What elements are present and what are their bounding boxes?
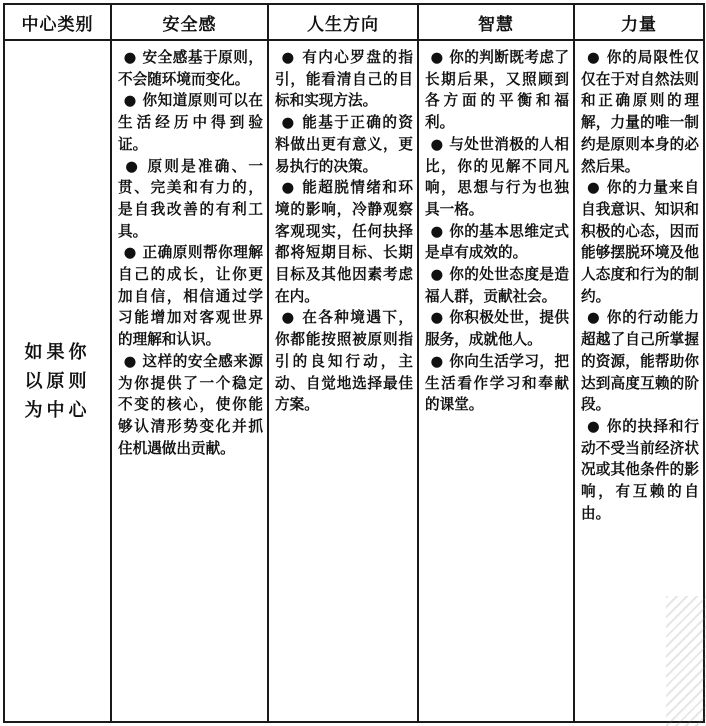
cell-power [574,40,704,722]
bullet-text: 能基于正确的资料做出更有意义，更易执行的决策。 [275,114,413,175]
bullet-text: 原则是准确、一贯、完美和有力的，是自我改善的有利工具。 [118,157,263,240]
principle-row [4,40,704,722]
cell-life-direction [268,40,418,722]
bullet-text: 你知道原则可以在生活经历中得到验证。 [118,92,263,153]
header-row [4,4,704,40]
bullet-icon: ● [118,352,143,370]
bullet-item [275,177,413,307]
bullet-icon: ● [275,309,303,327]
bullet-text: 你积极处世，提供服务，成就他人。 [425,309,569,349]
bullet-text: 安全感基于原则，不会随环境而变化。 [118,49,263,88]
bullet-item [581,416,699,525]
bullet-item [425,47,569,134]
header-life-direction: 人生方向 [268,4,418,40]
bullet-icon: ● [581,179,607,197]
bullet-item [118,47,263,90]
bullet-item [118,90,263,155]
bullet-text: 你的判断既考虑了长期后果，又照顾到各方面的平衡和福利。 [425,49,569,132]
bullet-icon: ● [118,157,148,175]
header-center-category: 中心类别 [4,4,111,40]
bullet-item [425,221,569,264]
principle-center-table [3,3,705,723]
bullet-item [581,307,699,416]
bullet-icon: ● [118,49,143,66]
bullet-item [425,264,569,307]
bullet-item [275,307,413,416]
bullet-icon: ● [581,417,607,435]
bullet-icon: ● [425,49,450,66]
bullet-text: 能超脱情绪和环境的影响，冷静观察客观现实，任何抉择都将短期目标、长期目标及其他因素考虑在内。 [275,179,413,305]
bullet-text: 你向生活学习，把生活看作学习和奉献的课堂。 [425,352,569,414]
bullet-item [581,177,699,307]
bullet-icon: ● [425,135,450,153]
bullet-icon: ● [425,222,450,240]
header-security: 安全感 [111,4,268,40]
bullet-icon: ● [581,309,607,327]
bullet-icon: ● [425,309,450,327]
bullet-icon: ● [425,266,450,284]
header-wisdom: 智慧 [418,4,574,40]
bullet-item [425,351,569,416]
row-label-line: 为中心 [24,399,91,421]
bullet-icon: ● [275,179,303,197]
bullet-item [425,307,569,350]
row-label-line: 如果你 [24,341,91,363]
bullet-item [118,351,263,460]
bullet-item [118,242,263,351]
bullet-text: 与处世消极的人相比，你的见解不同凡响，思想与行为也独具一格。 [425,135,569,218]
bullet-text: 这样的安全感来源为你提供了一个稳定不变的核心，使你能够认清形势变化并抓住机遇做出贡献。 [118,352,263,457]
bullet-item [581,47,699,177]
bullet-item [118,156,263,243]
bullet-text: 正确原则帮你理解自己的成长，让你更加自信，相信通过学习能增加对客观世界的理解和认识。 [118,244,263,349]
bullet-icon: ● [118,92,143,110]
cell-security [111,40,268,722]
bullet-item [275,112,413,177]
bullet-icon: ● [425,352,450,370]
bullet-item [425,134,569,221]
bullet-icon: ● [118,244,143,262]
row-label-line: 以原则 [24,370,91,392]
bullet-text: 你的局限性仅仅在于对自然法则和正确原则的理解，力量的唯一制约是原则本身的必然后果。 [581,49,699,175]
bullet-text: 你的力量来自自我意识、知识和积极的心态，因而能够摆脱环境及他人态度和行为的制约。 [581,179,699,305]
row-label [4,40,111,722]
bullet-text: 你的基本思维定式是卓有成效的。 [425,222,569,262]
bullet-text: 你的处世态度是造福人群，贡献社会。 [425,266,569,305]
bullet-icon: ● [275,49,303,66]
bullet-text: 有内心罗盘的指引，能看清自己的目标和实现方法。 [275,49,413,110]
bullet-icon: ● [275,114,303,132]
bullet-text: 在各种境遇下，你都能按照被原则指引的良知行动，主动、自觉地选择最佳方案。 [275,309,413,414]
bullet-text: 你的抉择和行动不受当前经济状况或其他条件的影响，有互赖的自由。 [581,417,699,522]
header-power: 力量 [574,4,704,40]
bullet-icon: ● [581,49,607,66]
cell-wisdom [418,40,574,722]
bullet-item [275,47,413,112]
bullet-text: 你的行动能力超越了自己所掌握的资源，能帮助你达到高度互赖的阶段。 [581,309,699,414]
